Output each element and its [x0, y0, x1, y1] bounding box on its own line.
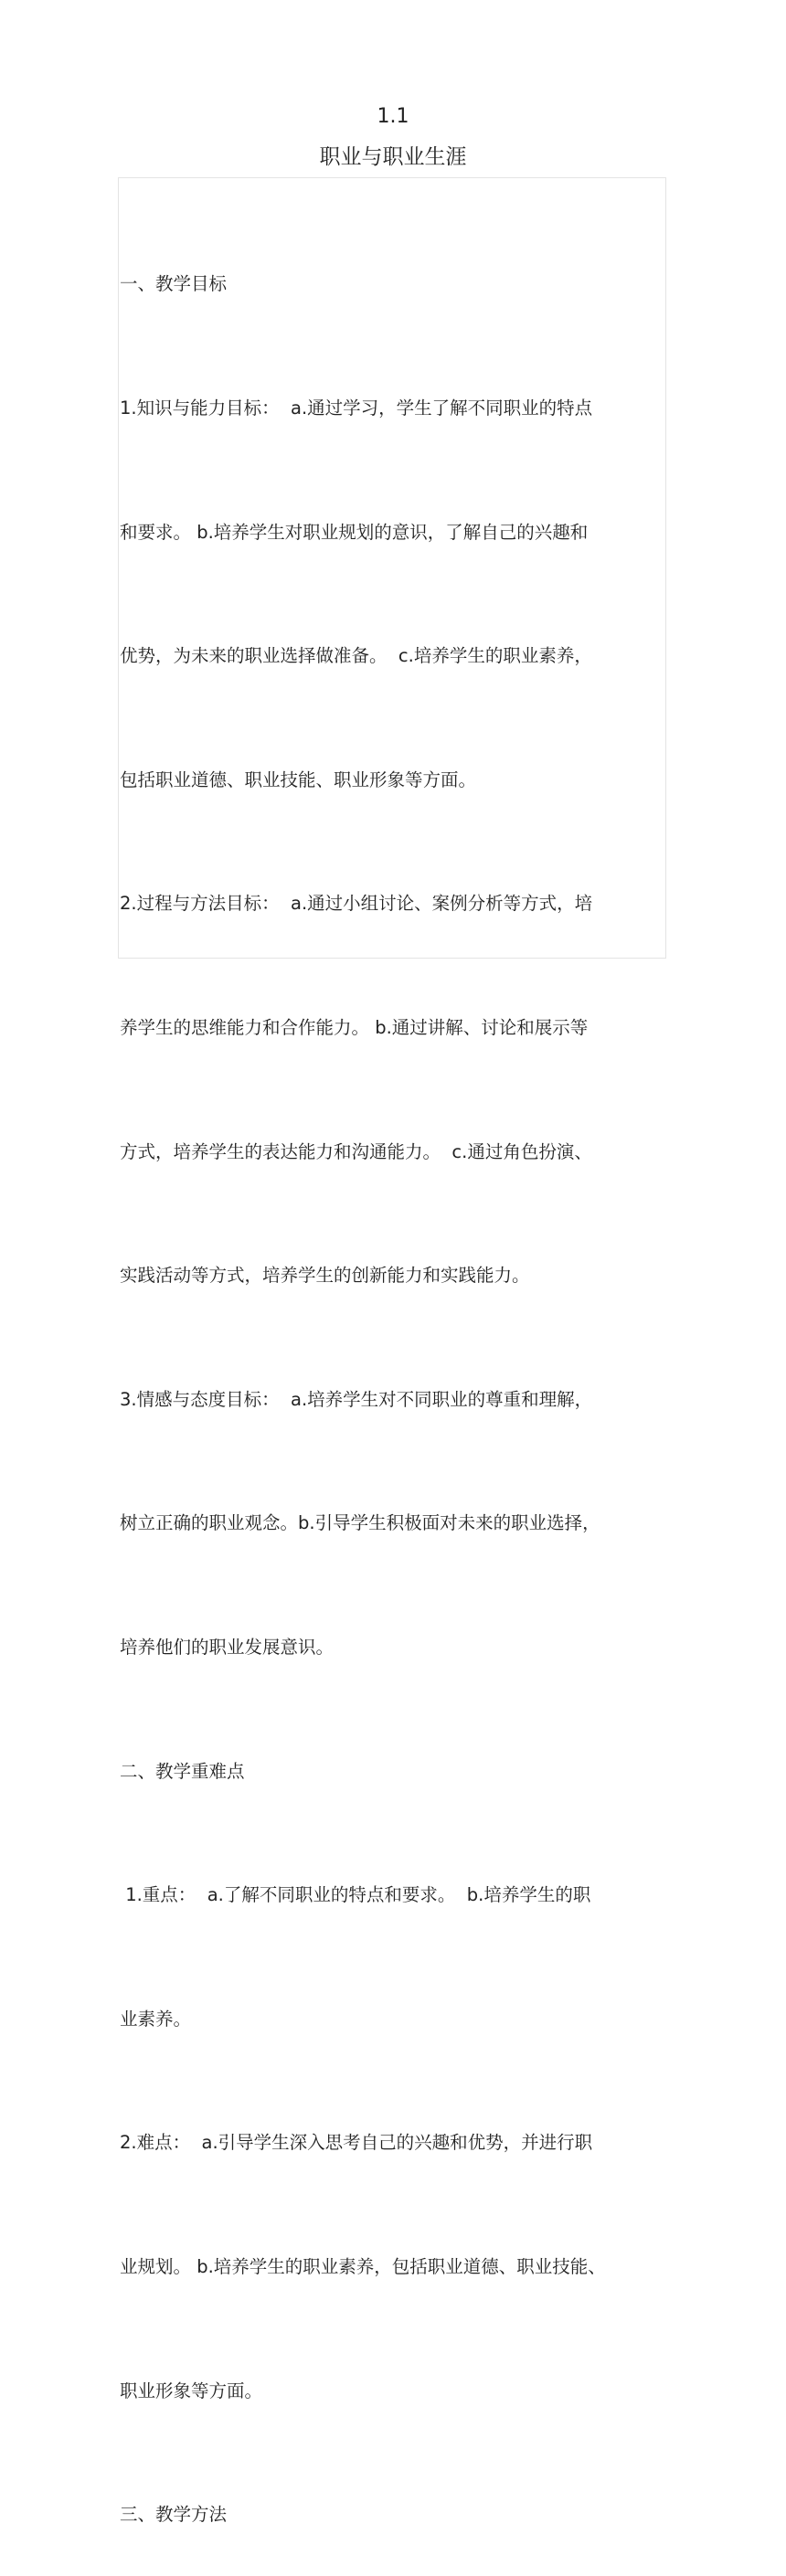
body-line: 树立正确的职业观念。b.引导学生积极面对未来的职业选择， — [120, 1512, 600, 1534]
body-line: 业素养。 — [120, 2008, 192, 2030]
body-line: 业规划。 b.培养学生的职业素养，包括职业道德、职业技能、 — [120, 2255, 606, 2277]
body-line: 方式，培养学生的表达能力和沟通能力。 c.通过角色扮演、 — [120, 1140, 592, 1162]
body-line: 实践活动等方式，培养学生的创新能力和实践能力。 — [120, 1265, 530, 1287]
document-body — [120, 181, 668, 2576]
body-line: 优势，为未来的职业选择做准备。 c.培养学生的职业素养， — [120, 645, 592, 667]
section-heading-methods: 三、教学方法 — [120, 2504, 228, 2526]
body-line: 包括职业道德、职业技能、职业形象等方面。 — [120, 769, 477, 790]
document-title: 职业与职业生涯 — [319, 145, 467, 169]
body-line: 1.知识与能力目标： a.通过学习，学生了解不同职业的特点 — [120, 398, 593, 419]
body-line: 2.难点： a.引导学生深入思考自己的兴趣和优势，并进行职 — [120, 2132, 593, 2154]
body-line: 1.重点： a.了解不同职业的特点和要求。 b.培养学生的职 — [120, 1884, 591, 1906]
body-line: 2.过程与方法目标： a.通过小组讨论、案例分析等方式，培 — [120, 893, 593, 915]
body-line: 和要求。 b.培养学生对职业规划的意识，了解自己的兴趣和 — [120, 521, 589, 543]
document-number: 1.1 — [377, 105, 409, 128]
body-line: 职业形象等方面。 — [120, 2380, 263, 2401]
body-line: 养学生的思维能力和合作能力。 b.通过讲解、讨论和展示等 — [120, 1016, 589, 1038]
body-line: 3.情感与态度目标： a.培养学生对不同职业的尊重和理解， — [120, 1388, 593, 1410]
section-heading-objectives: 一、教学目标 — [120, 273, 228, 295]
body-line: 培养他们的职业发展意识。 — [120, 1636, 335, 1658]
section-heading-key-points: 二、教学重难点 — [120, 1760, 245, 1782]
